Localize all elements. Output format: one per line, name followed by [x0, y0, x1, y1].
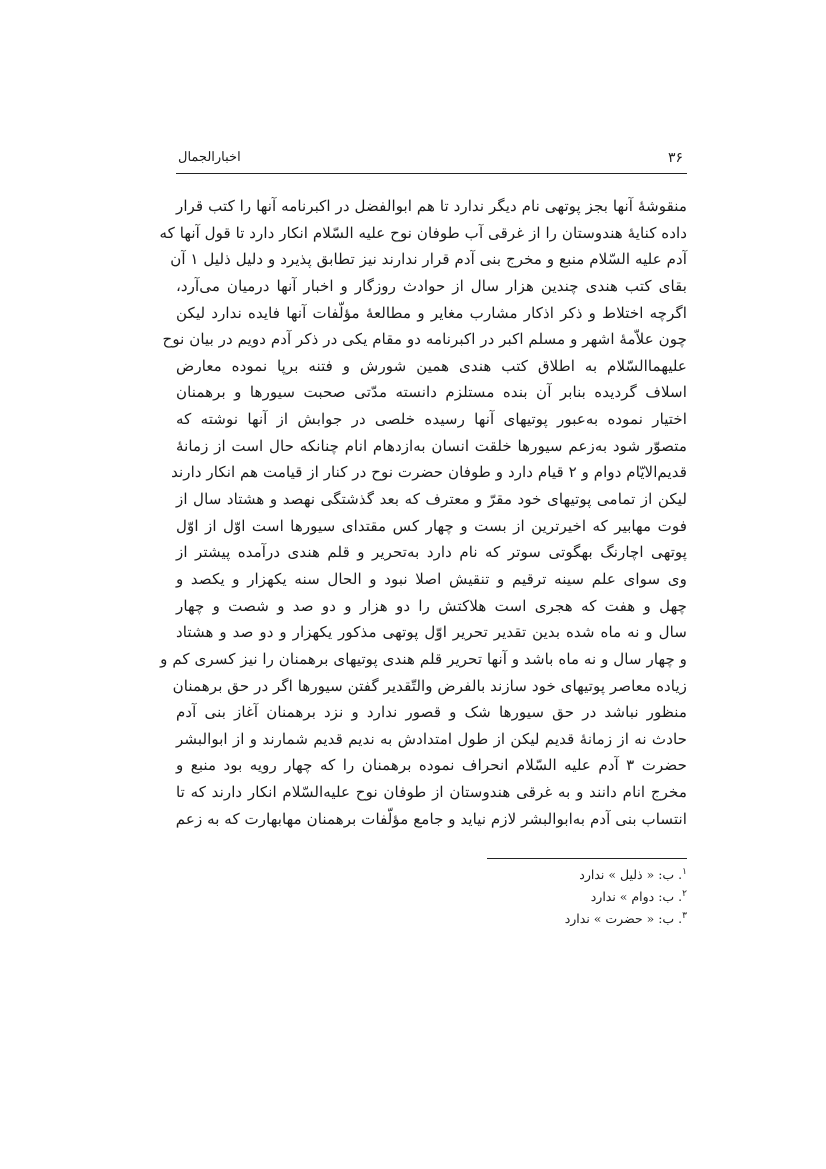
footnotes [487, 864, 687, 930]
text-line: وی سوای علم سینه ترقیم و تنقیش اصلا نبود و الحال سنه یکهزار و یکصد و [176, 569, 687, 588]
body-text [159, 193, 687, 832]
text-line: اگرچه اختلاط و ذکر اذکار مشارب مغایر و مطالعهٔ مؤلّفات آنها فایده ندارد لیکن [176, 303, 687, 322]
text-line: پوتهی اچارنگ بهگوتی سوتر که نام دارد به‌تحریر و قلم هندی درآمده پیشتر از [176, 543, 687, 562]
footnote-mark: ۲ [682, 888, 687, 899]
running-title: اخبارالجمال [178, 150, 241, 165]
text-line: زیاده معاصر پوتیهای خود سازند بالفرض والتّقدیر گفتن سیورها اگر در حق برهمنان [172, 676, 687, 695]
footnote [487, 864, 687, 886]
text-line: چون علاّمهٔ اشهر و مسلم اکبر در اکبرنامه دو مقام یکی در ذکر آدم دویم در بیان نوح [162, 330, 687, 349]
footnote-mark: ۳ [682, 910, 687, 921]
text-line: و چهار سال و نه ماه باشد و آنها تحریر قلم هندی پوتیهای برهمنان را نیز کسری کم و [160, 649, 687, 668]
text-line: اختیار نموده به‌عبور پوتیهای آنها رسیده خلصی در جوابش از آنها نوشته که [176, 410, 687, 429]
footnote [487, 886, 687, 908]
text-line: منقوشهٔ آنها بجز پوتهی نام دیگر ندارد تا هم ابوالفضل در اکبرنامه آنها را کتب قرار [176, 197, 687, 215]
footnote-rule [487, 858, 687, 859]
text-line: اسلاف گردیده بنابر آن بنده مستلزم دانسته مدّتی صحبت سیورها و برهمنان [176, 383, 687, 402]
text-line: علیهماالسّلام به اطلاق کتب هندی همین شورش و فتنه برپا نموده معارض [176, 356, 687, 375]
text-line: مخرج انام دانند و به غرقی هندوستان از طوفان نوح علیه‌السّلام انکار دارند که تا [176, 783, 687, 802]
text-line: داده کنایهٔ هندوستان را از غرقی آب طوفان نوح علیه السّلام انکار دارد تا قول آنها که [159, 223, 687, 242]
text-line: سال و نه ماه شده بدین تقدیر تحریر اوّل پوتهی مذکور یکهزار و دو صد و هشتاد [176, 623, 687, 642]
text-line: منظور نباشد در حق سیورها شک و قصور ندارد و نزد برهمنان آغاز بنی آدم [176, 703, 687, 722]
footnote [487, 908, 687, 930]
text-line: انتساب بنی آدم به‌ابوالبشر لازم نیاید و جامع مؤلّفات برهمنان مهابهارت که به زعم [175, 809, 687, 828]
text-line: فوت مهابیر که اخیرترین از بست و چهار کس مقتدای سیورها است اوّل از اوّل [176, 516, 687, 535]
text-line: بقای کتب هندی چندین هزار سال از حوادث روزگار و اخبار آنها درمیان می‌آرد، [176, 276, 687, 295]
text-line: متصوّر شود به‌زعم سیورها خلقت انسان به‌ازدهام انام چنانکه حال است از زمانهٔ [176, 436, 687, 455]
page-number: ۳۶ [667, 150, 683, 166]
text-line: آدم علیه السّلام منبع و مخرج بنی آدم قرار ندارند نیز تطابق پذیرد و دلیل ذلیل ۱ آن [170, 250, 687, 269]
footnote-text: . ب: « حضرت » ندارد [564, 911, 683, 926]
footnote-text: . ب: « ذلیل » ندارد [579, 867, 683, 882]
text-line: چهل و هفت که هجری است هلاکتش را دو هزار و دو صد و شصت و چهار [176, 596, 687, 615]
text-line: حضرت ۳ آدم علیه السّلام انحراف نموده برهمنان را که چهار رویه بود منبع و [176, 756, 687, 775]
text-line: قدیم‌الایّام دوام و ۲ قیام دارد و طوفان حضرت نوح در کنار از قیامت هم انکار دارند [171, 463, 687, 482]
text-line: حادث نه از زمانهٔ قدیم لیکن از طول امتدادش به ندیم قدیم شمارند و از ابوالبشر [176, 729, 687, 748]
text-line: لیکن از تمامی پوتیهای خود مقرّ و معترف که بعد گذشتگی نهصد و هشتاد سال از [176, 490, 687, 509]
footnote-mark: ۱ [682, 866, 687, 877]
header-rule [176, 173, 687, 174]
footnote-text: . ب: دوام » ندارد [590, 889, 683, 904]
running-header [176, 148, 687, 172]
